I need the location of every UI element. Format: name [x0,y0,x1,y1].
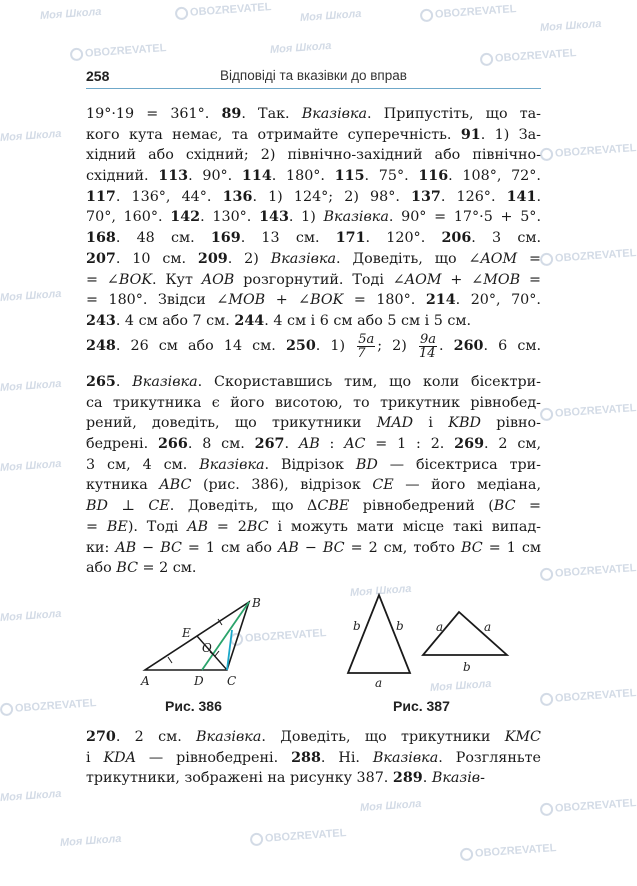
watermark-school [0,788,62,804]
text-line [86,475,541,496]
watermark-brand [0,697,97,717]
answer-text: . 75°. [364,168,419,185]
watermark-brand [420,3,517,23]
watermark-brand-text: OBOZREVATEL [264,827,347,845]
answers-fraction-line [86,331,541,361]
text-line [86,145,541,166]
label-c: C [227,674,237,688]
text-line [86,207,541,228]
answer-text: . 90° = 17°·5 + 5°. [388,209,541,226]
answer-text: . 6 см. [483,338,542,354]
answer-text: ; 2) [377,338,417,354]
text-line [86,228,541,249]
answer-text: . 180°. [271,168,335,185]
watermark-brand-text: OBOZREVATEL [554,142,637,160]
answer-text: бедрені. [86,436,158,453]
watermark-school-text: Моя Школа [0,377,62,395]
answer-text: (рис. 386), відрізок [191,477,373,494]
page-header [86,64,541,89]
watermark-school-text: Моя Школа [0,127,62,145]
answers-paragraph-3 [86,727,541,789]
exercise-number: 136 [222,188,253,205]
watermark-school [60,833,122,849]
italic-term: BC [461,539,483,556]
exercise-number: 117 [86,188,116,205]
answer-text: . Розгляньте [438,749,542,766]
watermark-school-text: Моя Школа [59,832,122,850]
answer-text: . Доведіть, що ∠ [336,250,481,267]
italic-term: BOK [118,271,153,288]
exercise-number: 207 [86,250,116,267]
answer-text: 19°·19 = 361°. [86,106,222,122]
figure-387 [335,582,515,690]
fraction-9a-14 [419,333,437,360]
watermark-brand [540,797,637,817]
answer-text: . 8 см. [187,436,255,453]
exercise-number: 137 [411,188,441,205]
italic-term: CE [372,477,394,494]
watermark-school-text: Моя Школа [429,677,492,695]
exercise-number: 267 [254,436,285,453]
watermark-brand-text: OBOZREVATEL [554,402,637,420]
italic-term: KDA [103,749,136,766]
watermark-school-text: Моя Школа [0,287,62,305]
exercise-number: 142 [170,209,201,226]
italic-term: AC [344,436,366,453]
watermark-brand [250,827,347,847]
tick-mark [168,657,172,663]
brand-circle-icon [540,407,554,421]
label-b-right: b [396,619,404,633]
watermark-brand-text: OBOZREVATEL [14,697,97,715]
answer-text: . [536,188,541,205]
answer-text: ⊥ [107,498,149,515]
answer-text: хідний або східний; 2) північно-західний або північно- [86,147,541,164]
answer-text: . Кут [152,271,202,288]
answer-text: рівнобедрений ( [349,498,494,515]
italic-term: KMC [504,729,541,745]
italic-term: AB [187,518,209,535]
answer-text: ки: [86,539,116,556]
italic-term: MOB [483,271,521,288]
watermark-brand [540,687,637,707]
answer-text: . 4 см і 6 см або 5 см і 5 см. [264,312,472,329]
text-line [86,125,541,146]
answer-text: . 2) [227,250,271,267]
exercise-number: 143 [259,209,289,226]
answer-text: . 126°. [440,188,507,205]
text-line [86,538,541,559]
watermark-school [0,288,62,304]
answer-text: розгорнутий. Тоді ∠ [234,271,405,288]
answer-text: . Припустіть, що та- [367,106,541,122]
text-line [86,517,541,538]
text-line [86,393,541,414]
exercise-number: 214 [425,292,456,309]
text-line [86,727,541,748]
brand-circle-icon [175,6,189,20]
answer-text: . 1) За- [480,126,541,143]
exercise-number: 141 [506,188,537,205]
exercise-number: 250 [285,338,316,354]
italic-term: Вказівка [372,749,439,766]
answer-text: і [413,415,449,432]
page-title: Відповіді та вказівки до вправ [220,68,407,83]
answer-text: . 4 см або 7 см. [115,312,235,329]
isosceles-triangle-tall [348,595,410,673]
answer-text: . Доведіть, що Δ [169,498,318,515]
watermark-brand [175,1,272,21]
label-b: B [252,596,261,610]
answer-text: . 108°, 72°. [448,168,541,185]
answers-paragraph-1 [86,104,541,332]
text-line [86,166,541,187]
watermark-brand-text: OBOZREVATEL [554,797,637,815]
italic-term: BC [246,518,269,535]
watermark-school [0,458,62,474]
italic-term: Вказівка [301,106,368,122]
answer-text: − [298,539,323,556]
italic-term: Вказівка [196,729,262,745]
text-line [86,748,541,769]
italic-term: BC [160,539,182,556]
answer-text: . Доведіть, що трикутники [261,729,505,745]
answer-text: = 180°. [343,292,426,309]
fraction-denominator: 7 [357,345,366,361]
italic-term: KBD [448,415,481,432]
exercise-number: 289 [392,770,423,787]
text-line [86,558,541,579]
watermark-brand [540,142,637,162]
answer-text: . 136°, 44°. [115,188,223,205]
watermark-school [40,6,102,22]
answer-text: = [517,250,541,267]
label-o: O [202,641,212,655]
watermark-school [0,608,62,624]
answer-text: — бісектриса три- [377,456,541,473]
caption-fig-387: Рис. 387 [393,698,450,714]
answer-text: . 20°, 70°. [455,292,541,309]
answer-text: са трикутника є його висотою, то трикутник рівнобед- [86,394,541,411]
watermark-school-text: Моя Школа [299,7,362,25]
brand-circle-icon [70,47,84,61]
italic-term: BOK [310,292,344,309]
text-line [86,455,541,476]
text-line [86,496,541,517]
answer-text: . [284,436,299,453]
fraction-answer-line [86,331,541,361]
exercise-number: 288 [291,749,321,766]
answer-text: . 26 см або 14 см. [115,338,286,354]
answer-text: + ∠ [265,292,311,309]
answer-text: = 2 см. [138,560,197,577]
answer-text: або [86,560,117,577]
brand-circle-icon [540,567,554,581]
answer-text: . Скориставшись тим, що коли бісектри- [197,374,541,390]
watermark-school [0,378,62,394]
answer-text: . [115,374,133,390]
watermark-brand-text: OBOZREVATEL [434,3,517,21]
exercise-number: 269 [454,436,485,453]
brand-circle-icon [540,692,554,706]
answer-text: = ∠ [86,271,119,288]
exercise-number: 270 [86,729,116,745]
italic-term: AB [277,539,299,556]
text-line [86,249,541,270]
answer-text: рівно- [480,415,541,432]
exercise-number: 171 [335,230,366,247]
italic-term: AB [298,436,320,453]
text-line [86,290,541,311]
fraction-5a-7 [357,333,375,360]
answer-text: 70°, 160°. [86,209,171,226]
answer-text: . 13 см. [240,230,336,247]
answer-text: — рівнобедрені. [135,749,292,766]
label-d: D [194,674,204,688]
answer-text: 3 см, 4 см. [86,456,200,473]
exercise-number: 89 [221,106,242,122]
italic-term: ABC [159,477,192,494]
answer-text: . [438,338,454,354]
text-line [86,270,541,291]
answer-text: . 130°. [200,209,260,226]
watermark-school-text: Моя Школа [539,17,602,35]
exercise-number: 91 [460,126,481,143]
answer-text: . Так. [241,106,302,122]
italic-term: AB [115,539,137,556]
italic-term: BC [322,539,345,556]
watermark-school-text: Моя Школа [0,787,62,805]
watermark-school [300,8,362,24]
answer-text: − [136,539,161,556]
brand-circle-icon [0,702,14,716]
answer-text: . 90°. [188,168,242,185]
watermark-school-text: Моя Школа [349,582,412,600]
exercise-number: 260 [453,338,484,354]
answer-text: = 1 : 2. [365,436,455,453]
answer-text: . Відрізок [264,456,356,473]
brand-circle-icon [250,832,264,846]
answer-text: = 1 см або [181,539,278,556]
italic-term: BC [116,560,139,577]
answer-text: . 1) 124°; 2) 98°. [252,188,412,205]
watermark-brand [70,42,167,62]
italic-term: MAD [376,415,414,432]
label-a-bottom: a [375,676,383,690]
italic-term: AOM [404,271,442,288]
italic-term: Вказівка [132,374,198,390]
answer-text: . 120°. [365,230,442,247]
exercise-number: 243 [86,312,116,329]
italic-term: CBE [317,498,350,515]
watermark-brand [540,247,637,267]
italic-term: Вказівка [323,209,389,226]
text-line [86,311,541,332]
italic-term: MOB [228,292,266,309]
italic-term: CE [148,498,170,515]
exercise-number: 248 [86,338,116,354]
label-b-bottom: b [463,660,471,674]
watermark-brand-text: OBOZREVATEL [554,562,637,580]
fraction-denominator: 14 [418,345,436,361]
answer-text: . 48 см. [115,230,211,247]
fraction-numerator: 9a [419,331,436,347]
italic-term: AOM [480,250,518,267]
brand-circle-icon [540,802,554,816]
answer-text: . 2 см. [115,729,197,745]
answer-text: східний. [86,168,159,185]
italic-term: BE [106,518,128,535]
brand-circle-icon [540,252,554,266]
answer-text: = 2 [208,518,247,535]
page-number: 258 [86,68,110,84]
answer-text: = 1 см [482,539,542,556]
watermark-brand-text: OBOZREVATEL [554,247,637,265]
answer-text: трикутники, зображені на рисунку 387. [86,770,393,787]
italic-term: BC [493,498,516,515]
watermark-school-text: Моя Школа [359,797,422,815]
caption-fig-386: Рис. 386 [165,698,222,714]
watermark-brand [540,562,637,582]
exercise-number: 168 [86,230,116,247]
text-line [86,187,541,208]
answer-text: . 1) [315,338,356,354]
label-a-left: a [436,620,444,634]
watermark-brand-text: OBOZREVATEL [554,687,637,705]
italic-term: Вказівка [199,456,265,473]
bisector-bd [202,602,249,670]
brand-circle-icon [460,847,474,861]
exercise-number: 265 [86,374,116,390]
answer-text: рений, доведіть, що трикутники [86,415,377,432]
answer-text: і [86,749,104,766]
exercise-number: 114 [241,168,272,185]
answers-paragraph-2 [86,372,541,579]
exercise-number: 113 [158,168,189,185]
label-a: A [141,674,150,688]
fraction-numerator: 5a [358,331,375,347]
exercise-number: 169 [210,230,241,247]
answer-text: . 10 см. [115,250,198,267]
answer-text: . 2 см, [484,436,541,453]
answer-text: = 2 см, тобто [344,539,462,556]
watermark-school-text: Моя Школа [269,39,332,57]
watermark-brand-text: OBOZREVATEL [84,42,167,60]
exercise-number: 206 [441,230,472,247]
text-line [86,104,541,125]
italic-term: AOB [201,271,235,288]
italic-term: Вказівка [270,250,337,267]
answer-text: = 180°. Звідси ∠ [86,292,229,309]
watermark-brand-text: OBOZREVATEL [474,842,557,860]
watermark-brand-text: OBOZREVATEL [244,627,327,645]
text-line [86,372,541,393]
figure-386 [130,590,270,690]
answer-text: = [86,518,107,535]
answer-text: ). Тоді [127,518,188,535]
answer-text: . 1) [288,209,324,226]
exercise-number: 115 [334,168,365,185]
watermark-brand-text: OBOZREVATEL [189,1,272,19]
watermark-school-text: Моя Школа [0,457,62,475]
italic-term: BD [86,498,108,515]
watermark-school [540,18,602,34]
watermark-school [270,40,332,56]
answer-text: = [520,271,541,288]
exercise-number: 116 [418,168,449,185]
watermark-school [0,128,62,144]
answer-text: кого кута немає, та отримайте суперечність. [86,126,461,143]
answer-text: : [319,436,345,453]
answer-text: = [515,498,541,515]
answer-text: і можуть мати місце такі випад- [268,518,542,535]
watermark-brand [460,842,557,862]
answer-text: + ∠ [441,271,484,288]
exercise-number: 266 [157,436,188,453]
answer-text: — його медіана, [393,477,541,494]
label-a-right: a [484,620,492,634]
text-line [86,434,541,455]
label-e: E [182,626,191,640]
text-line [86,768,541,789]
watermark-school-text: Моя Школа [0,607,62,625]
answer-text: . 3 см. [471,230,541,247]
text-line [86,413,541,434]
exercise-number: 244 [234,312,265,329]
italic-term: Вказів- [431,770,485,787]
watermark-brand-text: OBOZREVATEL [494,47,577,65]
answer-text: кутника [86,477,160,494]
brand-circle-icon [540,147,554,161]
answer-text: . Ні. [320,749,373,766]
answer-text: . [422,770,432,787]
watermark-school [360,798,422,814]
watermark-school-text: Моя Школа [39,5,102,23]
brand-circle-icon [420,8,434,22]
exercise-number: 209 [197,250,228,267]
label-b-left: b [353,619,361,633]
watermark-brand [540,402,637,422]
italic-term: BD [355,456,378,473]
